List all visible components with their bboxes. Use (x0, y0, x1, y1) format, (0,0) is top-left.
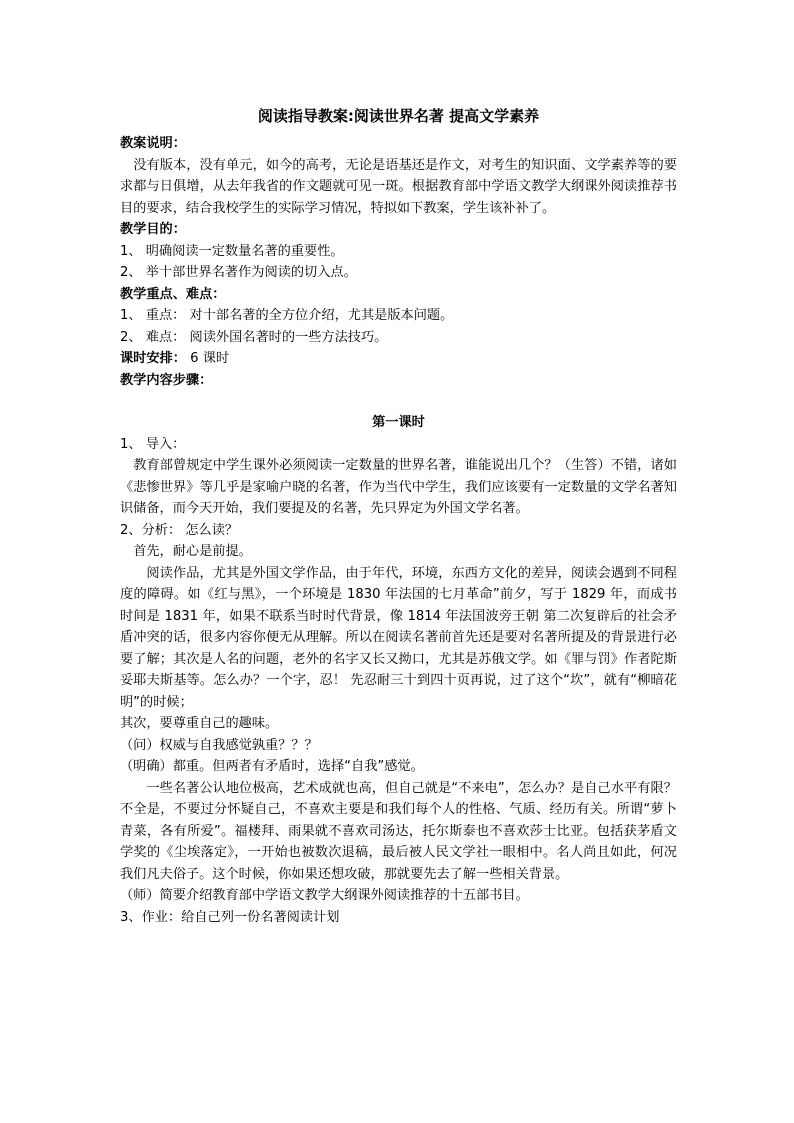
first-paragraph: 阅读作品，尤其是外国文学作品，由于年代，环境，东西方文化的差异，阅读会遇到不同程度的障碍。如《红与黑》，一个环境是 1830 年法国的七月革命”前夕，写于 1829 年，而成书时间是 1831 年，如果不联系当时时代背景，像 1814 年法国波旁王朝 第二次复辟后的社会矛盾冲突的话，很多内容你便无从理解。所以在阅读名著前首先还是要对名著所提及的背景进行必要了解；其次是人名的问题，老外的名字又长又拗口，尤其是苏俄文学。如《罪与罚》作者陀斯妥耶夫斯基等。怎么办？一个字，忍！ 先忍耐三十到四十页再说，过了这个“坎”，就有“柳暗花明”的时候； (120, 565, 677, 710)
answer-line: （明确）都重。但两者有矛盾时，选择“自我”感觉。 (120, 759, 424, 774)
hours-heading: 课时安排： (120, 351, 186, 366)
analysis-label: 2、分析： 怎么读？ (120, 522, 239, 538)
first-point: 首先，耐心是前提。 (133, 544, 252, 559)
classics-paragraph: 一些名著公认地位极高，艺术成就也高，但自己就是“不来电”，怎么办？是自己水平有限？不全是，不要过分怀疑自己，不喜欢主要是和我们每个人的性格、气质、经历有关。所谓“萝卜青菜，各有所爱”。福楼拜、雨果就不喜欢司汤达，托尔斯泰也不喜欢莎士比亚。包括获茅盾文学奖的《尘埃落定》，一开始也被数次退稿，最后被人民文学社一眼相中。名人尚且如此，何况我们凡夫俗子。这个时候，你如果还想攻破，那就要先去了解一些相关背景。 (120, 780, 677, 882)
steps-heading: 教学内容步骤： (120, 372, 213, 388)
intro-paragraph: 教育部曾规定中学生课外必须阅读一定数量的世界名著，谁能说出几个？（生答）不错，诸如《悲惨世界》等几乎是家喻户晓的名著，作为当代中学生，我们应该要有一定数量的文学名著知识储备，而今天开始，我们要提及的名著，先只界定为外国文学名著。 (120, 458, 677, 516)
key-heading: 教学重点、难点： (120, 286, 226, 302)
document-title: 阅读指导教案:阅读世界名著 提高文学素养 (257, 107, 540, 125)
hours-value: 6 课时 (185, 351, 230, 366)
question-line: （问）权威与自我感觉孰重？？？ (120, 737, 318, 753)
explain-heading: 教案说明： (120, 136, 186, 151)
second-point: 其次，要尊重自己的趣味。 (120, 716, 279, 731)
homework-line: 3、作业：给自己列一份名著阅读计划 (120, 909, 340, 925)
lesson1-heading: 第一课时 (372, 415, 425, 430)
explain-paragraph: 没有版本，没有单元，如今的高考，无论是语基还是作文，对考生的知识面、文学素养等的要求都与日俱增，从去年我省的作文题就可见一斑。根据教育部中学语文教学大纲课外阅读推荐书目的要求，结合我校学生的实际学习情况，特拟如下教案，学生该补补了。 (120, 157, 677, 216)
key-item-2: 2、 难点： 阅读外国名著时的一些方法技巧。 (120, 329, 388, 345)
intro-label: 1、 导入： (120, 436, 186, 452)
goal-item-2: 2、 举十部世界名著作为阅读的切入点。 (120, 265, 357, 280)
teacher-note: （师）简要介绍教育部中学语文教学大纲课外阅读推荐的十五部书目。 (120, 888, 529, 903)
goal-heading: 教学目的： (120, 222, 186, 237)
hours-line (120, 348, 677, 370)
goal-item-1: 1、 明确阅读一定数量名著的重要性。 (120, 243, 344, 259)
key-item-1: 1、 重点： 对十部名著的全方位介绍，尤其是版本问题。 (120, 308, 454, 323)
document-page (120, 105, 677, 928)
